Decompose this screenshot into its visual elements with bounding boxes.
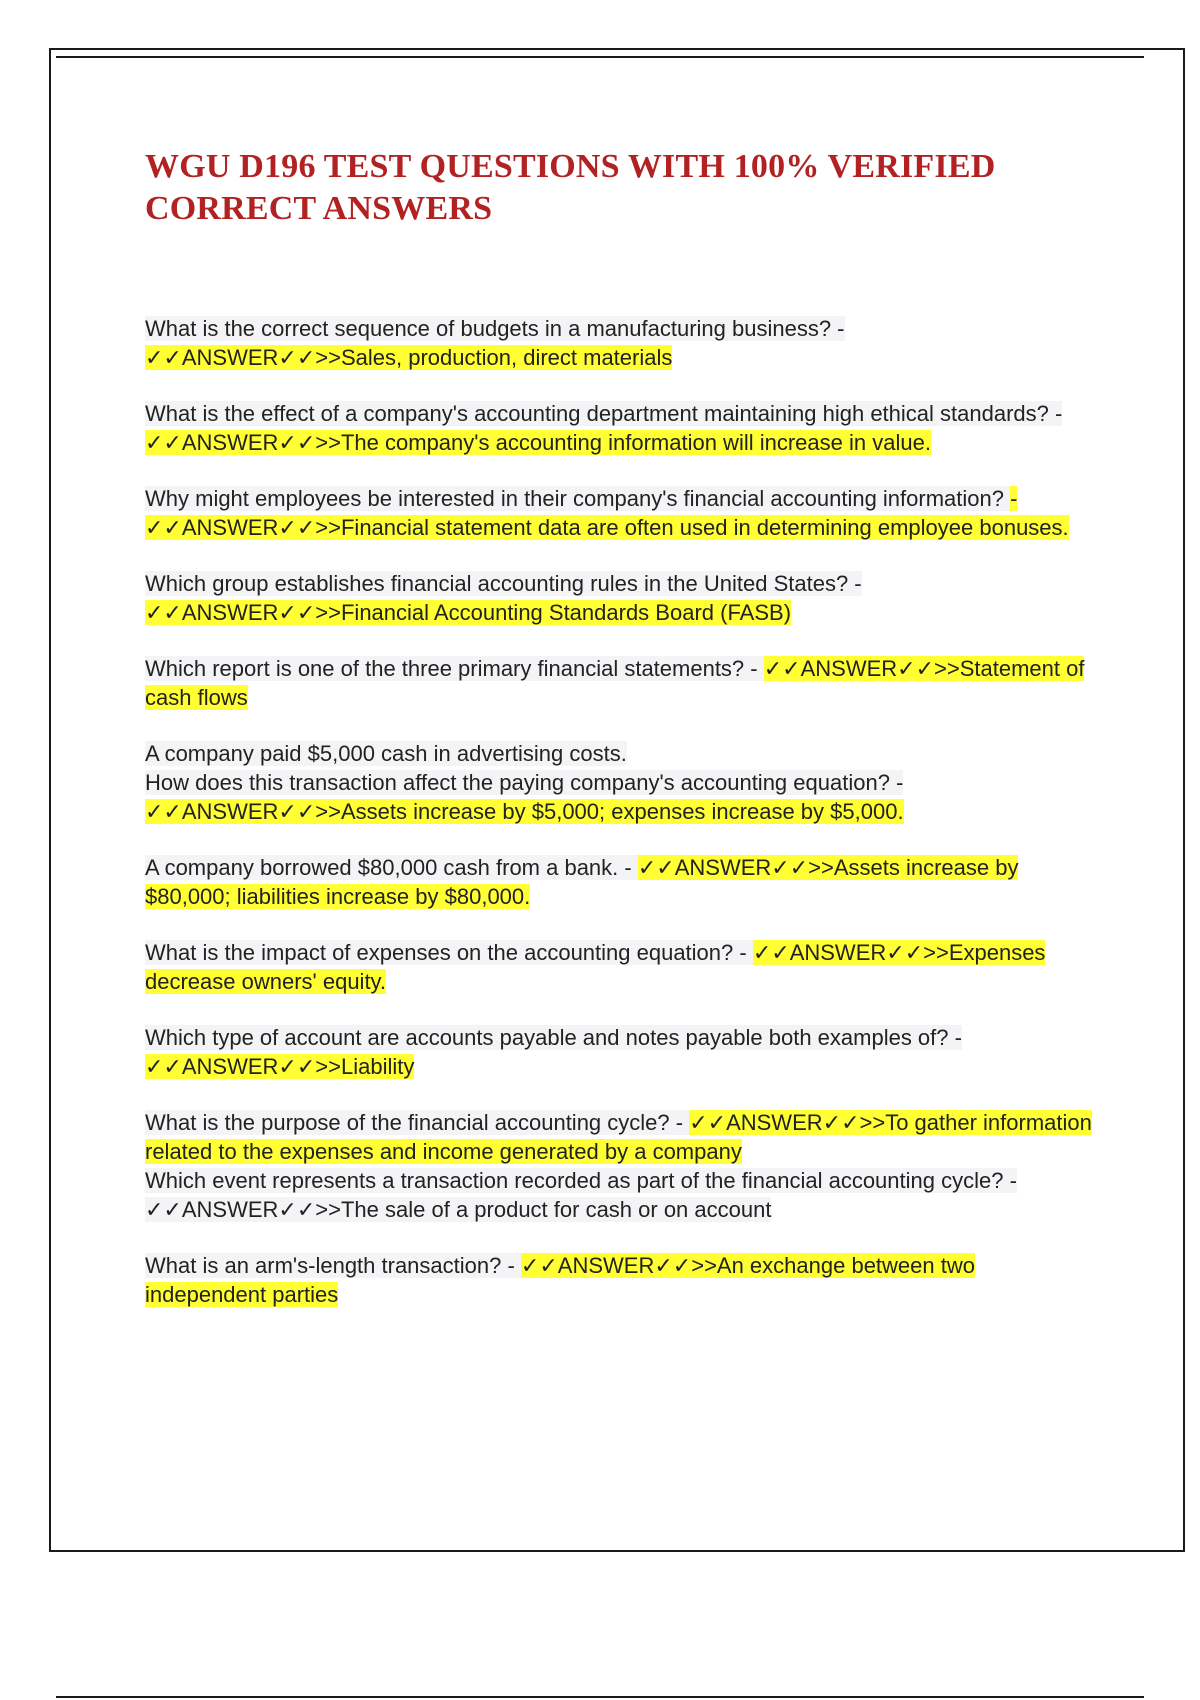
qa-item (145, 654, 1095, 712)
question-text: What is the purpose of the financial accounting cycle? - (145, 1110, 690, 1135)
qa-item (145, 853, 1095, 911)
answer-text: ✓✓ANSWER✓✓>>Statement of cash flows (145, 656, 1085, 710)
answer-text: ✓✓ANSWER✓✓>>Liability (145, 1054, 415, 1079)
qa-item (145, 569, 1095, 627)
qa-list (145, 314, 1095, 1309)
qa-item (145, 399, 1095, 457)
qa-item (145, 739, 1095, 826)
question-text: What is an arm's-length transaction? - (145, 1253, 521, 1278)
question-text: What is the correct sequence of budgets in a manufacturing business? - (145, 316, 845, 341)
question-text: A company paid $5,000 cash in advertising costs. How does this transaction affect the paying company's accounting equation? - (145, 741, 904, 795)
answer-text: ✓✓ANSWER✓✓>>Financial Accounting Standards Board (FASB) (145, 600, 792, 625)
qa-item (145, 314, 1095, 372)
answer-text: ✓✓ANSWER✓✓>>Sales, production, direct materials (145, 345, 673, 370)
answer-text: ✓✓ANSWER✓✓>>To gather information related to the expenses and income generated by a company (145, 1110, 1092, 1164)
question-text: What is the impact of expenses on the accounting equation? - (145, 940, 753, 965)
question-text: Why might employees be interested in their company's financial accounting information? (145, 486, 1011, 511)
answer-text: ✓✓ANSWER✓✓>>Expenses decrease owners' equity. (145, 940, 1046, 994)
answer-text: ✓✓ANSWER✓✓>>An exchange between two independent parties (145, 1253, 975, 1307)
answer-text: ✓✓ANSWER✓✓>>Assets increase by $5,000; expenses increase by $5,000. (145, 799, 904, 824)
question-text: Which report is one of the three primary financial statements? - (145, 656, 764, 681)
answer-text: - ✓✓ANSWER✓✓>>Financial statement data are often used in determining employee bonuses. (145, 486, 1069, 540)
answer-text: ✓✓ANSWER✓✓>>Assets increase by $80,000; liabilities increase by $80,000. (145, 855, 1019, 909)
qa-item (145, 484, 1095, 542)
document-title: WGU D196 TEST QUESTIONS WITH 100% VERIFIED CORRECT ANSWERS (145, 148, 996, 227)
qa-item (145, 1023, 1095, 1081)
answer-text: ✓✓ANSWER✓✓>>The company's accounting information will increase in value. (145, 430, 931, 455)
followup-text: Which event represents a transaction recorded as part of the financial accounting cycle? - ✓✓ANSWER✓✓>>The sale of a product for cash or on account (145, 1168, 1017, 1222)
document-body (145, 146, 1095, 1336)
question-text: Which group establishes financial accounting rules in the United States? - (145, 571, 862, 596)
qa-item (145, 1251, 1095, 1309)
bottom-rule (56, 1696, 1144, 1698)
qa-item (145, 938, 1095, 996)
question-text: What is the effect of a company's accounting department maintaining high ethical standards? - (145, 401, 1063, 426)
question-text: Which type of account are accounts payable and notes payable both examples of? - (145, 1025, 962, 1050)
question-text: A company borrowed $80,000 cash from a bank. - (145, 855, 638, 880)
qa-item (145, 1108, 1095, 1224)
